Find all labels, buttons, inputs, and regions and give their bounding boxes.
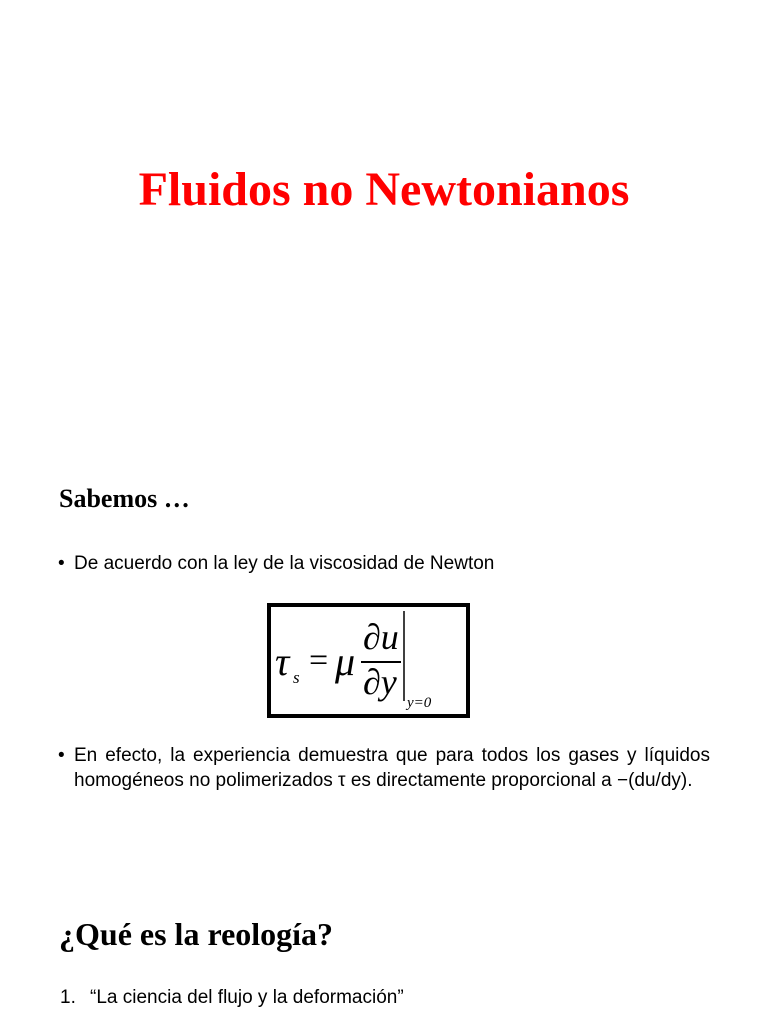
bullet-item [58, 551, 710, 576]
formula-denominator: ∂y [363, 662, 397, 702]
formula-equals: = [309, 642, 329, 679]
slide-title: Fluidos no Newtonianos [138, 163, 630, 216]
formula-numerator: ∂u [363, 617, 399, 657]
section-heading-reologia: ¿Qué es la reología? [59, 916, 334, 952]
formula-mu: μ [335, 639, 356, 684]
bullet-dot: • [58, 745, 65, 766]
numbered-item-number: 1. [60, 987, 76, 1008]
section-heading-sabemos: Sabemos … [59, 484, 190, 513]
bullet-text: De acuerdo con la ley de la viscosidad de Newton [74, 553, 495, 574]
bullet-dot: • [58, 553, 65, 574]
formula-evaluation: y=0 [407, 695, 432, 711]
newton-viscosity-formula [271, 607, 466, 714]
bullet-item [58, 743, 710, 793]
bullet-text: En efecto, la experiencia demuestra que para todos los gases y líquidos homogéneos no polimerizados τ es directamente proporcional a −(du/dy). [74, 745, 710, 791]
numbered-item [60, 985, 404, 1010]
formula-tau: τ [275, 639, 290, 684]
formula-tau-subscript: s [293, 668, 300, 687]
formula-box [267, 603, 470, 718]
numbered-item-text: “La ciencia del flujo y la deformación” [90, 987, 404, 1008]
